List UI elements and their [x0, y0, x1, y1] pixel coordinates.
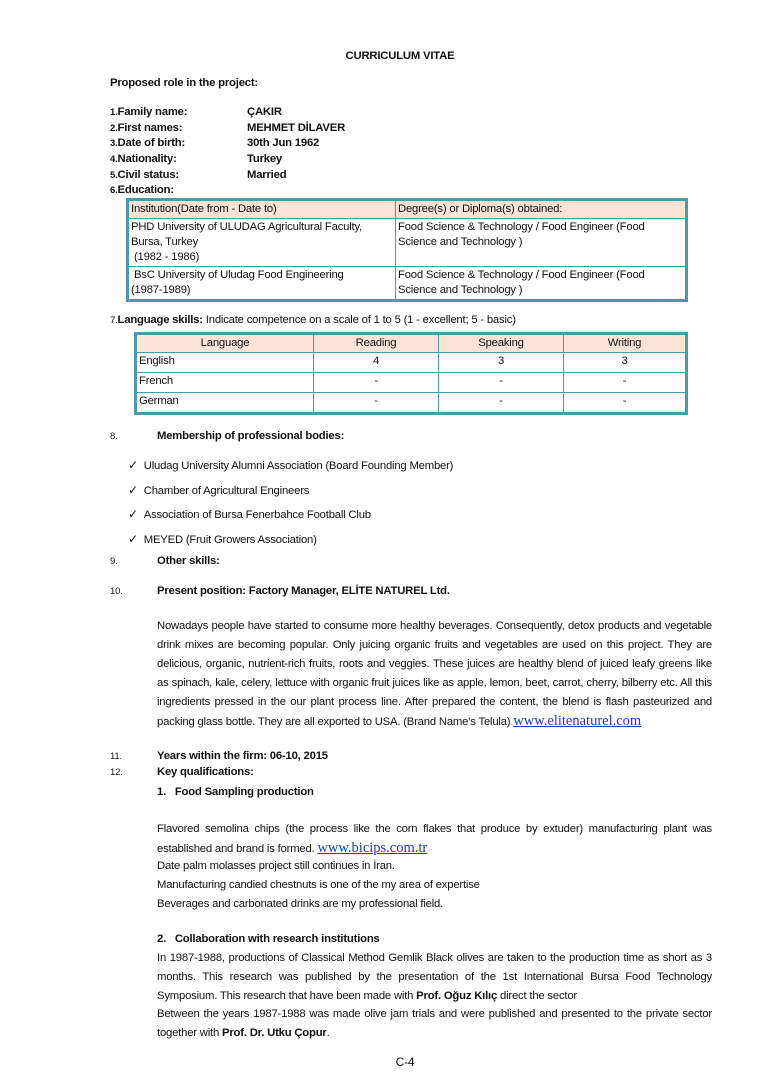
checkmark-icon: ✓ — [128, 532, 138, 546]
qualification-line: Manufacturing candied chestnuts is one of the my area of expertise — [157, 879, 480, 891]
cell: - — [439, 373, 564, 393]
cell: 4 — [314, 353, 439, 373]
qualification-2-title: 2. Collaboration with research institutions — [157, 933, 380, 945]
item-text: Uludag University Alumni Association (Board Founding Member) — [143, 460, 454, 472]
cell: French — [137, 373, 314, 393]
header-cell: Speaking — [439, 335, 564, 353]
item-number: 10. — [110, 586, 123, 597]
line: BsC University of Uludag Food Engineering — [131, 269, 344, 281]
item-number: 6. — [110, 185, 118, 196]
bicips-link[interactable]: www.bicips.com.tr — [317, 840, 428, 856]
item-number: 3. — [110, 138, 118, 149]
cell: 3 — [439, 353, 564, 373]
item-number: 7. — [110, 315, 118, 326]
degree-cell: Food Science & Technology / Food Engineer (Food Science and Technology ) — [396, 219, 686, 267]
cell: - — [314, 373, 439, 393]
item-number: 8. — [110, 431, 118, 442]
institution-cell — [129, 219, 396, 267]
years-heading: Years within the firm: 06-10, 2015 — [157, 750, 328, 762]
line: Bursa, Turkey — [131, 236, 199, 248]
table-row — [129, 267, 686, 300]
education-label — [110, 184, 174, 196]
paragraph-text: Nowadays people have started to consume more healthy beverages. Consequently, detox products and vegetable drink mixes are becoming popular. Only juicing organic fruits and vegetables are used on this project. They are delicious, organic, nutrient-rich fruits, roots and veggies. These juices are healthy blend of juiced leafy greens like as spinach, kale, celery, lettuce with organic fruit juices like as apple, lemon, beet, carrot, cherry, bilberry etc. All this ingredients pressed in the our plant process line. After prepared the content, the blend is flash pasteurized and packing glass bottle. They are all exported to USA. (Brand Name’s Telula) — [157, 620, 712, 728]
checkmark-icon: ✓ — [128, 483, 138, 497]
header-cell: Degree(s) or Diploma(s) obtained: — [396, 201, 686, 219]
person-name: Prof. Oğuz Kılıç — [416, 989, 498, 1002]
list-item — [128, 532, 317, 546]
other-skills-heading: Other skills: — [157, 555, 220, 567]
date-of-birth-value: 30th Jun 1962 — [247, 137, 320, 149]
present-position-description — [157, 617, 712, 732]
cell: - — [314, 393, 439, 413]
table-header-row — [137, 335, 686, 353]
paragraph-text: Between the years 1987-1988 was made olive jam trials and were published and presented to the private sector together with — [157, 1008, 712, 1040]
header-cell: Language — [137, 335, 314, 353]
item-number: 2. — [110, 123, 118, 134]
key-qualifications-heading: Key qualifications: — [157, 766, 254, 778]
list-item — [128, 507, 371, 521]
paragraph — [157, 1005, 712, 1043]
qualification-1-title: 1. Food Sampling production — [157, 786, 314, 798]
present-position-heading: Present position: Factory Manager, ELİTE NATUREL Ltd. — [157, 585, 450, 597]
checkmark-icon: ✓ — [128, 458, 138, 472]
table-header-row — [129, 201, 686, 219]
item-number: 1. — [110, 107, 118, 118]
checkmark-icon: ✓ — [128, 507, 138, 521]
field-label: Nationality: — [117, 153, 177, 165]
page-title: CURRICULUM VITAE — [345, 50, 455, 62]
cell: English — [137, 353, 314, 373]
table-row — [137, 373, 686, 393]
language-table — [136, 334, 686, 413]
list-item — [128, 458, 453, 472]
proposed-role-label: Proposed role in the project: — [110, 77, 258, 89]
table-row — [137, 353, 686, 373]
item-number: 4. — [110, 154, 118, 165]
header-cell: Reading — [314, 335, 439, 353]
qualification-2-text — [157, 949, 712, 1043]
language-skills-label — [110, 314, 516, 326]
list-item — [128, 483, 309, 497]
qualification-line: Date palm molasses project still continues in İran. — [157, 860, 395, 872]
field-label: Date of birth: — [117, 137, 186, 149]
field-label: First names: — [117, 122, 183, 134]
paragraph — [157, 949, 712, 1005]
item-number: 9. — [110, 556, 118, 567]
item-text: Chamber of Agricultural Engineers — [143, 485, 310, 497]
label-text: Education: — [117, 184, 174, 196]
paragraph-text: . — [326, 1027, 330, 1040]
header-cell: Institution(Date from - Date to) — [129, 201, 396, 219]
item-number: 5. — [110, 170, 118, 181]
family-name-value: ÇAKIR — [247, 106, 282, 118]
qualification-1-text — [157, 820, 712, 859]
education-table — [128, 200, 686, 300]
item-number: 11. — [110, 751, 122, 762]
note-text: Indicate competence on a scale of 1 to 5 (1 - excellent; 5 - basic) — [202, 314, 516, 326]
paragraph-text: direct the sector — [497, 989, 577, 1002]
cell: - — [564, 373, 686, 393]
first-names-value: MEHMET DİLAVER — [247, 122, 346, 134]
header-cell: Writing — [564, 335, 686, 353]
cell: German — [137, 393, 314, 413]
item-number: 12. — [110, 767, 123, 778]
civil-status-value: Married — [247, 169, 287, 181]
elitenaturel-link[interactable]: www.elitenaturel.com — [513, 713, 642, 729]
membership-heading: Membership of professional bodies: — [157, 430, 345, 442]
field-label: Civil status: — [117, 169, 179, 181]
institution-cell — [129, 267, 396, 300]
field-label: Family name: — [117, 106, 188, 118]
line: (1987-1989) — [131, 284, 191, 296]
cell: 3 — [564, 353, 686, 373]
nationality-value: Turkey — [247, 153, 283, 165]
label-text: Language skills: — [117, 314, 203, 326]
cell: - — [439, 393, 564, 413]
item-text: Association of Bursa Fenerbahce Football Club — [143, 509, 371, 521]
person-name: Prof. Dr. Utku Çopur — [222, 1027, 327, 1040]
qualification-line: Beverages and carbonated drinks are my professional field. — [157, 898, 444, 910]
paragraph-text: Flavored semolina chips (the process like the corn flakes that produce by extuder) manufacturing plant was established and brand is formed. — [157, 823, 712, 855]
item-text: MEYED (Fruit Growers Association) — [143, 534, 317, 546]
paragraph-text: In 1987-1988, productions of Classical Method Gemlik Black olives are taken to the production time as short as 3 months. This research was published by the presentation of the 1st International Bursa Food Technology Symposium. This research that have been made with — [157, 952, 712, 1002]
degree-cell: Food Science & Technology / Food Engineer (Food Science and Technology ) — [396, 267, 686, 300]
line: (1982 - 1986) — [131, 251, 200, 263]
line: PHD University of ULUDAG Agricultural Faculty, — [131, 221, 363, 233]
page-number: C-4 — [395, 1055, 415, 1069]
cell: - — [564, 393, 686, 413]
table-row — [137, 393, 686, 413]
table-row — [129, 219, 686, 267]
